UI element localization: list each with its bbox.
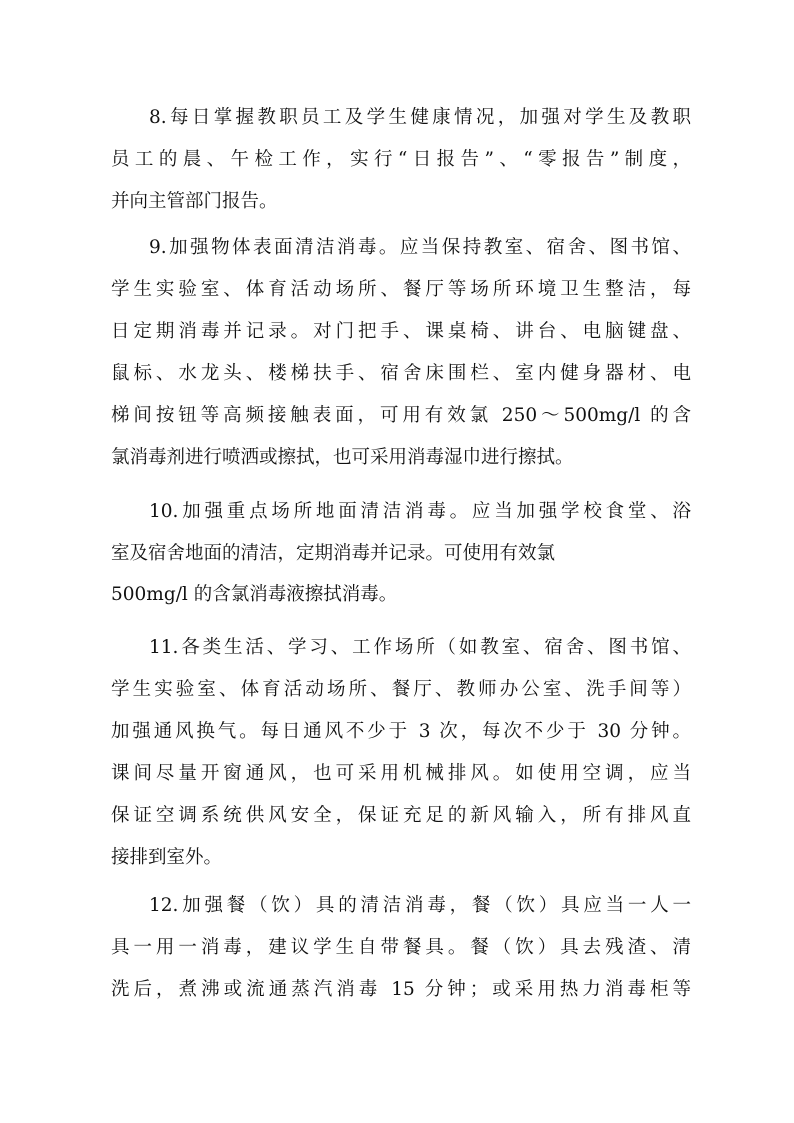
paragraph-11-line-3: 加强通风换气。每日通风不少于 3 次，每次不少于 30 分钟。 [111, 721, 691, 742]
paragraph-12-line-1: 12.加强餐（饮）具的清洁消毒，餐（饮）具应当一人一 [149, 895, 691, 916]
paragraph-12-line-3: 洗后，煮沸或流通蒸汽消毒 15 分钟；或采用热力消毒柜等 [111, 979, 691, 1000]
paragraph-9-line-2: 学生实验室、体育活动场所、餐厅等场所环境卫生整洁，每 [111, 279, 691, 300]
paragraph-9-line-4: 鼠标、水龙头、楼梯扶手、宿舍床围栏、室内健身器材、电 [111, 363, 691, 384]
paragraph-9-line-6: 氯消毒剂进行喷洒或擦拭，也可采用消毒湿巾进行擦拭。 [111, 447, 574, 468]
paragraph-8-line-2: 员工的晨、午检工作，实行“日报告”、“零报告”制度， [111, 149, 691, 170]
paragraph-8-line-3: 并向主管部门报告。 [111, 191, 278, 212]
paragraph-11-line-1: 11.各类生活、学习、工作场所（如教室、宿舍、图书馆、 [149, 637, 691, 658]
paragraph-9-line-5: 梯间按钮等高频接触表面，可用有效氯 250～500mg/l 的含 [111, 405, 691, 426]
paragraph-10-line-1: 10.加强重点场所地面清洁消毒。应当加强学校食堂、浴 [149, 501, 691, 522]
paragraph-11-line-4: 课间尽量开窗通风，也可采用机械排风。如使用空调，应当 [111, 763, 691, 784]
paragraph-8-line-1: 8.每日掌握教职员工及学生健康情况，加强对学生及教职 [149, 107, 691, 128]
paragraph-11-line-5: 保证空调系统供风安全，保证充足的新风输入，所有排风直 [111, 805, 691, 826]
paragraph-9-line-1: 9.加强物体表面清洁消毒。应当保持教室、宿舍、图书馆、 [149, 237, 691, 258]
paragraph-10-line-2: 室及宿舍地面的清洁，定期消毒并记录。可使用有效氯 [111, 543, 556, 564]
paragraph-11-line-6: 接排到室外。 [111, 847, 223, 868]
paragraph-11-line-2: 学生实验室、体育活动场所、餐厅、教师办公室、洗手间等） [111, 679, 691, 700]
paragraph-9-line-3: 日定期消毒并记录。对门把手、课桌椅、讲台、电脑键盘、 [111, 321, 691, 342]
paragraph-12-line-2: 具一用一消毒，建议学生自带餐具。餐（饮）具去残渣、清 [111, 937, 691, 958]
paragraph-10-line-3: 500mg/l 的含氯消毒液擦拭消毒。 [111, 584, 398, 605]
